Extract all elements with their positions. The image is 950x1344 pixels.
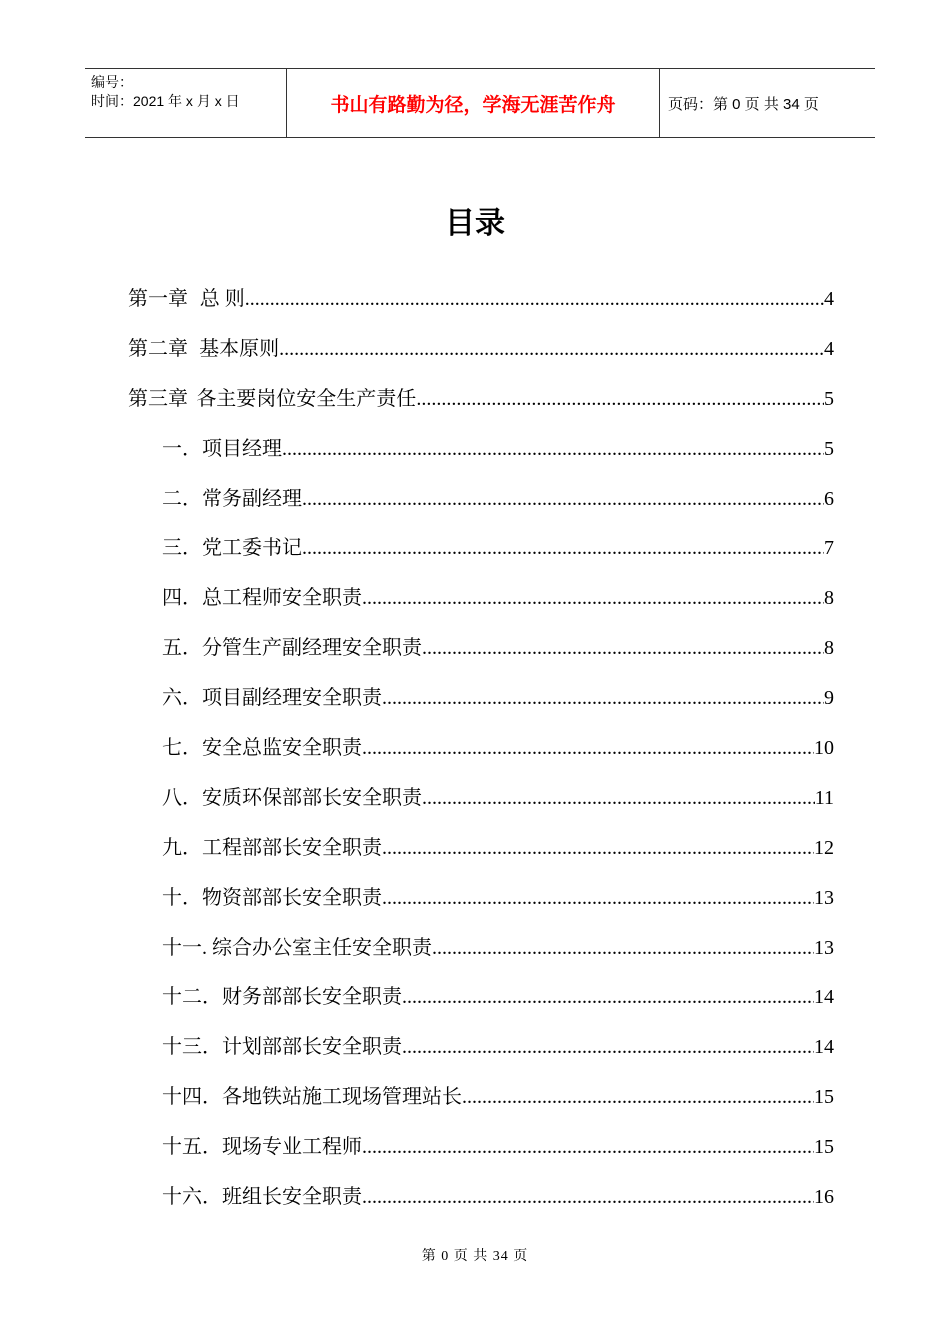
toc-entry[interactable] [128, 731, 834, 781]
toc-page-number: 14 [814, 986, 834, 1009]
toc-page-number: 15 [814, 1136, 834, 1159]
toc-entry-label: 总 则 [199, 288, 245, 310]
toc-leader-dots [382, 831, 814, 865]
toc-leader-dots [362, 581, 824, 615]
toc-entry[interactable] [128, 931, 834, 981]
toc-entry-label: 十．物资部部长安全职责 [162, 886, 382, 909]
toc-leader-dots [302, 482, 824, 516]
toc-chapter-number: 第三章 [128, 387, 188, 410]
toc-entry-label: 九．工程部部长安全职责 [162, 836, 382, 859]
toc-entry-label: 十一. 综合办公室主任安全职责 [162, 936, 432, 959]
toc-page-number: 7 [824, 537, 834, 560]
toc-entry[interactable] [128, 831, 834, 881]
header-motto [286, 69, 660, 137]
page-info-text: 页码：第 0 页 共 34 页 [668, 95, 819, 113]
toc-entry-label: 基本原则 [199, 337, 280, 360]
header-meta [85, 69, 286, 137]
toc-entry-label: 十二．财务部部长安全职责 [162, 986, 402, 1009]
toc-leader-dots [279, 332, 824, 366]
toc-page-number: 13 [814, 936, 834, 959]
toc-entry[interactable] [128, 1130, 834, 1180]
toc-leader-dots [245, 282, 824, 316]
toc-leader-dots [362, 731, 814, 765]
toc-entry[interactable] [128, 482, 834, 532]
toc-page-number: 16 [814, 1186, 834, 1209]
toc-leader-dots [362, 1130, 814, 1164]
page-footer: 第 0 页 共 34 页 [421, 1249, 529, 1264]
toc-page-number: 5 [824, 387, 834, 410]
toc-leader-dots [382, 881, 814, 915]
toc-entry[interactable] [128, 681, 834, 731]
toc-entry-label: 八．安质环保部部长安全职责 [162, 786, 422, 809]
toc-page-number: 9 [824, 687, 834, 710]
toc-chapter-number: 第二章 [128, 337, 188, 360]
toc-leader-dots [432, 931, 814, 965]
toc-entry[interactable] [128, 382, 834, 432]
time-label: 时间：2021 年 x 月 x 日 [91, 93, 240, 109]
toc-entry-label: 一．项目经理 [162, 437, 282, 460]
toc-entry-label: 七．安全总监安全职责 [162, 737, 362, 760]
toc-entry[interactable] [128, 531, 834, 581]
toc-entry[interactable] [128, 332, 834, 382]
toc-page-number: 4 [824, 288, 834, 310]
toc-entry[interactable] [128, 631, 834, 681]
toc-entry[interactable] [128, 1180, 834, 1230]
toc-entry-label: 十六．班组长安全职责 [162, 1186, 362, 1209]
toc-entry-label: 四．总工程师安全职责 [162, 587, 362, 610]
header-page-info [660, 69, 875, 137]
toc-leader-dots [422, 631, 824, 665]
number-label: 编号： [91, 74, 133, 90]
table-of-contents [128, 282, 834, 1230]
toc-entry[interactable] [128, 781, 834, 831]
page-header [85, 68, 875, 138]
toc-entry-label: 三．党工委书记 [162, 537, 302, 560]
toc-entry[interactable] [128, 1080, 834, 1130]
toc-entry[interactable] [128, 432, 834, 482]
toc-page-number: 13 [814, 886, 834, 909]
toc-entry-label: 十四．各地铁站施工现场管理站长 [162, 1086, 462, 1109]
toc-leader-dots [422, 781, 815, 815]
toc-leader-dots [416, 382, 824, 416]
toc-leader-dots [362, 1180, 814, 1214]
toc-page-number: 14 [814, 1036, 834, 1059]
toc-page-number: 4 [824, 337, 834, 360]
toc-chapter-number: 第一章 [128, 288, 188, 310]
toc-entry-label: 六．项目副经理安全职责 [162, 687, 382, 710]
document-title: 目录 [445, 206, 505, 241]
toc-leader-dots [402, 1030, 814, 1064]
toc-entry-label: 十三．计划部部长安全职责 [162, 1036, 402, 1059]
toc-page-number: 10 [814, 737, 834, 760]
toc-leader-dots [282, 432, 824, 466]
toc-page-number: 5 [824, 437, 834, 460]
toc-page-number: 8 [824, 587, 834, 610]
toc-leader-dots [302, 531, 824, 565]
toc-page-number: 12 [814, 836, 834, 859]
toc-page-number: 11 [814, 786, 834, 809]
toc-entry[interactable] [128, 282, 834, 332]
toc-page-number: 15 [814, 1086, 834, 1109]
toc-entry[interactable] [128, 980, 834, 1030]
toc-leader-dots [382, 681, 824, 715]
toc-page-number: 8 [824, 637, 834, 660]
toc-entry-label: 各主要岗位安全生产责任 [196, 387, 417, 410]
toc-entry[interactable] [128, 1030, 834, 1080]
toc-leader-dots [462, 1080, 814, 1114]
toc-entry-label: 五．分管生产副经理安全职责 [162, 637, 422, 660]
toc-entry-label: 二．常务副经理 [162, 487, 302, 510]
toc-page-number: 6 [824, 487, 834, 510]
motto-text: 书山有路勤为径，学海无涯苦作舟 [330, 93, 616, 116]
toc-entry[interactable] [128, 881, 834, 931]
toc-entry-label: 十五．现场专业工程师 [162, 1136, 362, 1159]
toc-entry[interactable] [128, 581, 834, 631]
toc-leader-dots [402, 980, 814, 1014]
